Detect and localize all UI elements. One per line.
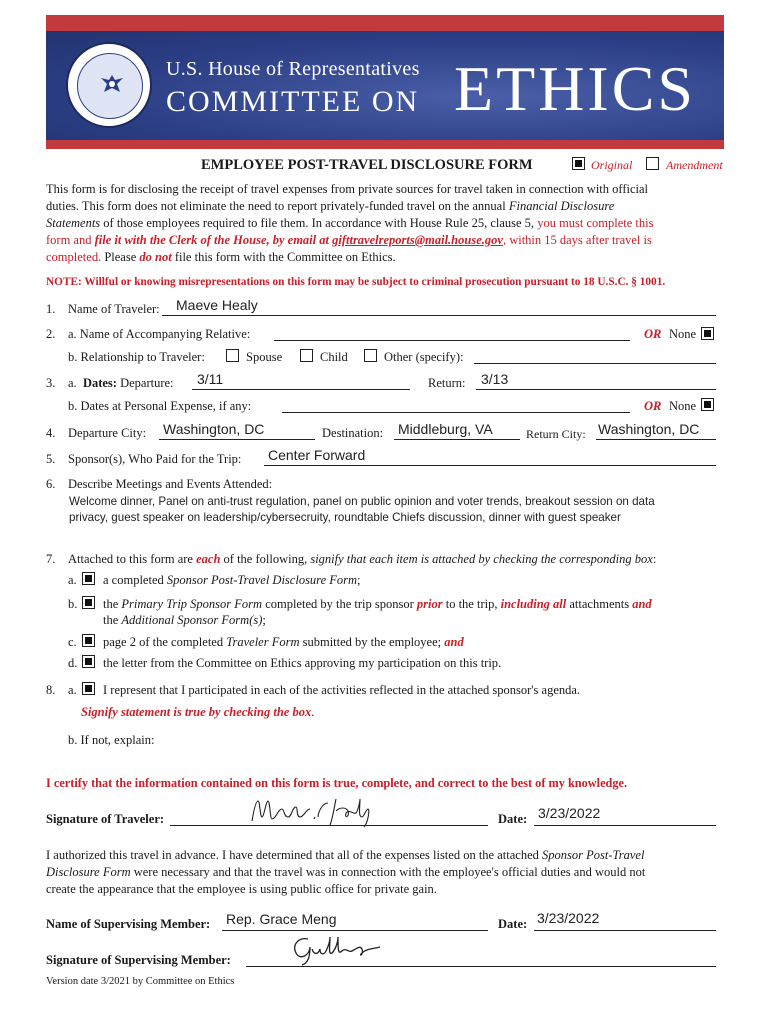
q4-number: 4. xyxy=(46,426,56,440)
personal-dates-none-checkbox[interactable] xyxy=(701,398,714,411)
meetings-field[interactable]: Welcome dinner, Panel on anti-trust regulation, panel on public opinion and voter trends, breakout session on data privacy, guest speaker on leadership/cybersecruity, roundtable Chiefs discussion, dinner with guest speaker xyxy=(69,495,655,524)
relationship-label: b. Relationship to Traveler: xyxy=(68,350,205,364)
q5-number: 5. xyxy=(46,452,56,466)
departure-city-label: Departure City: xyxy=(68,426,147,440)
q7d-letter: d. xyxy=(68,656,78,670)
original-label: Original xyxy=(591,158,633,172)
version-footer: Version date 3/2021 by Committee on Ethics xyxy=(46,976,235,987)
return-date-field[interactable]: 3/13 xyxy=(481,371,509,387)
supervising-date-label: Date: xyxy=(498,917,528,931)
q7a-letter: a. xyxy=(68,573,77,587)
relative-none-checkbox[interactable] xyxy=(701,327,714,340)
house-seal-icon xyxy=(66,42,152,128)
certification-statement: I certify that the information contained on this form is true, complete, and correct to the best of my knowledge. xyxy=(46,776,628,790)
q3-number: 3. xyxy=(46,376,56,390)
traveler-name-label: Name of Traveler: xyxy=(68,302,160,316)
banner-house-text: U.S. House of Representatives xyxy=(166,58,420,80)
legal-note: NOTE: Willful or knowing misrepresentations on this form may be subject to criminal prosecution pursuant to 18 U.S.C. § 1001. xyxy=(46,276,666,288)
return-city-field[interactable]: Washington, DC xyxy=(598,421,700,437)
supervising-date-field[interactable]: 3/23/2022 xyxy=(537,910,600,926)
supervising-date-line xyxy=(534,930,716,931)
departure-date-line xyxy=(192,389,410,390)
relative-name-label: a. Name of Accompanying Relative: xyxy=(68,327,251,341)
q8a-text: I represent that I participated in each of the activities reflected in the attached sponsor's agenda. xyxy=(103,683,581,697)
q6-number: 6. xyxy=(46,477,56,491)
spouse-checkbox[interactable] xyxy=(226,349,239,362)
return-city-label: Return City: xyxy=(526,427,586,441)
q2-or: OR xyxy=(644,327,662,341)
traveler-name-field[interactable]: Maeve Healy xyxy=(176,297,258,313)
destination-line xyxy=(394,439,520,440)
q2-none-label: None xyxy=(669,327,697,341)
eagle-icon xyxy=(98,72,126,100)
traveler-date-field[interactable]: 3/23/2022 xyxy=(538,805,601,821)
q7d-checkbox[interactable] xyxy=(82,655,95,668)
q7b-checkbox[interactable] xyxy=(82,596,95,609)
q7a-text: a completed Sponsor Post-Travel Disclosure Form; xyxy=(103,573,361,587)
q7c-letter: c. xyxy=(68,635,77,649)
destination-field[interactable]: Middleburg, VA xyxy=(398,421,493,437)
q8-signify-note: Signify statement is true by checking the box. xyxy=(81,705,315,719)
q3-none-label: None xyxy=(669,399,697,413)
banner-committee-text: COMMITTEE ON xyxy=(166,85,420,118)
banner-red-stripe-bottom xyxy=(46,140,724,149)
q7b-letter: b. xyxy=(68,597,78,611)
traveler-date-line xyxy=(534,825,716,826)
supervising-signature-image[interactable] xyxy=(288,931,388,969)
traveler-date-label: Date: xyxy=(498,812,528,826)
destination-label: Destination: xyxy=(322,426,384,440)
return-date-label: Return: xyxy=(428,376,466,390)
sponsor-line xyxy=(264,465,716,466)
q8-number: 8. xyxy=(46,683,56,697)
supervising-signature-label: Signature of Supervising Member: xyxy=(46,953,231,967)
q7-number: 7. xyxy=(46,552,56,566)
traveler-signature-label: Signature of Traveler: xyxy=(46,812,165,826)
other-label: Other (specify): xyxy=(384,350,464,364)
banner-ethics-text: ETHICS xyxy=(454,53,696,124)
departure-city-line xyxy=(159,439,315,440)
amendment-label: Amendment xyxy=(666,158,723,172)
child-checkbox[interactable] xyxy=(300,349,313,362)
meetings-label: Describe Meetings and Events Attended: xyxy=(68,477,273,491)
form-title: EMPLOYEE POST-TRAVEL DISCLOSURE FORM xyxy=(201,157,533,173)
q7b-text: the Primary Trip Sponsor Form completed by the trip sponsor prior to the trip, including all attachments and xyxy=(103,597,652,611)
q8b-label: b. If not, explain: xyxy=(68,733,155,747)
other-checkbox[interactable] xyxy=(364,349,377,362)
q8a-checkbox[interactable] xyxy=(82,682,95,695)
supervising-name-label: Name of Supervising Member: xyxy=(46,917,211,931)
traveler-name-line xyxy=(162,315,716,316)
personal-dates-field[interactable] xyxy=(282,412,630,413)
q7b-text-line2: the Additional Sponsor Form(s); xyxy=(103,613,266,627)
child-label: Child xyxy=(320,350,348,364)
traveler-signature-image[interactable] xyxy=(248,795,378,829)
sponsor-field[interactable]: Center Forward xyxy=(268,447,366,463)
q7c-checkbox[interactable] xyxy=(82,634,95,647)
supervising-name-field[interactable]: Rep. Grace Meng xyxy=(226,911,337,927)
q7c-text: page 2 of the completed Traveler Form submitted by the employee; and xyxy=(103,635,464,649)
departure-date-field[interactable]: 3/11 xyxy=(197,371,224,387)
return-date-line xyxy=(476,389,716,390)
q7-instructions: Attached to this form are each of the following, signify that each item is attached by checking the corresponding box: xyxy=(68,552,657,566)
q7a-checkbox[interactable] xyxy=(82,572,95,585)
intro-paragraph: This form is for disclosing the receipt of travel expenses from private sources for travel taken in connection with official duties. This form does not eliminate the need to report privately-funded travel on the annual Financial Disclosure Statements of those employees required to file them. In accordance with House Rule 25, clause 5, you must complete this form and file it with the Clerk of the House, by email at gifttravelreports@mail.house.gov, within 15 days after travel is completed. Please do not file this form with the Committee on Ethics. xyxy=(46,182,654,264)
q8a-letter: a. xyxy=(68,683,77,697)
q3-or: OR xyxy=(644,399,662,413)
authorization-paragraph: I authorized this travel in advance. I have determined that all of the expenses listed on the attached Sponsor Post-Travel Disclosure Form were necessary and that the travel was in connection with the employee's official duties and would not create the appearance that the employee is using public office for private gain. xyxy=(46,848,646,896)
original-checkbox[interactable] xyxy=(572,157,585,170)
email-link[interactable]: gifttravelreports@mail.house.gov xyxy=(332,233,503,247)
q2-number: 2. xyxy=(46,327,56,341)
departure-city-field[interactable]: Washington, DC xyxy=(163,421,265,437)
q3a-label: a. Dates: Departure: xyxy=(68,376,174,390)
q1-number: 1. xyxy=(46,302,56,316)
spouse-label: Spouse xyxy=(246,350,283,364)
banner-red-stripe-top xyxy=(46,15,724,31)
other-relationship-field[interactable] xyxy=(474,363,716,364)
return-city-line xyxy=(596,439,716,440)
sponsor-label: Sponsor(s), Who Paid for the Trip: xyxy=(68,452,242,466)
q7d-text: the letter from the Committee on Ethics approving my participation on this trip. xyxy=(103,656,502,670)
personal-dates-label: b. Dates at Personal Expense, if any: xyxy=(68,399,252,413)
relative-name-field[interactable] xyxy=(274,340,630,341)
ethics-banner xyxy=(46,15,724,149)
amendment-checkbox[interactable] xyxy=(646,157,659,170)
